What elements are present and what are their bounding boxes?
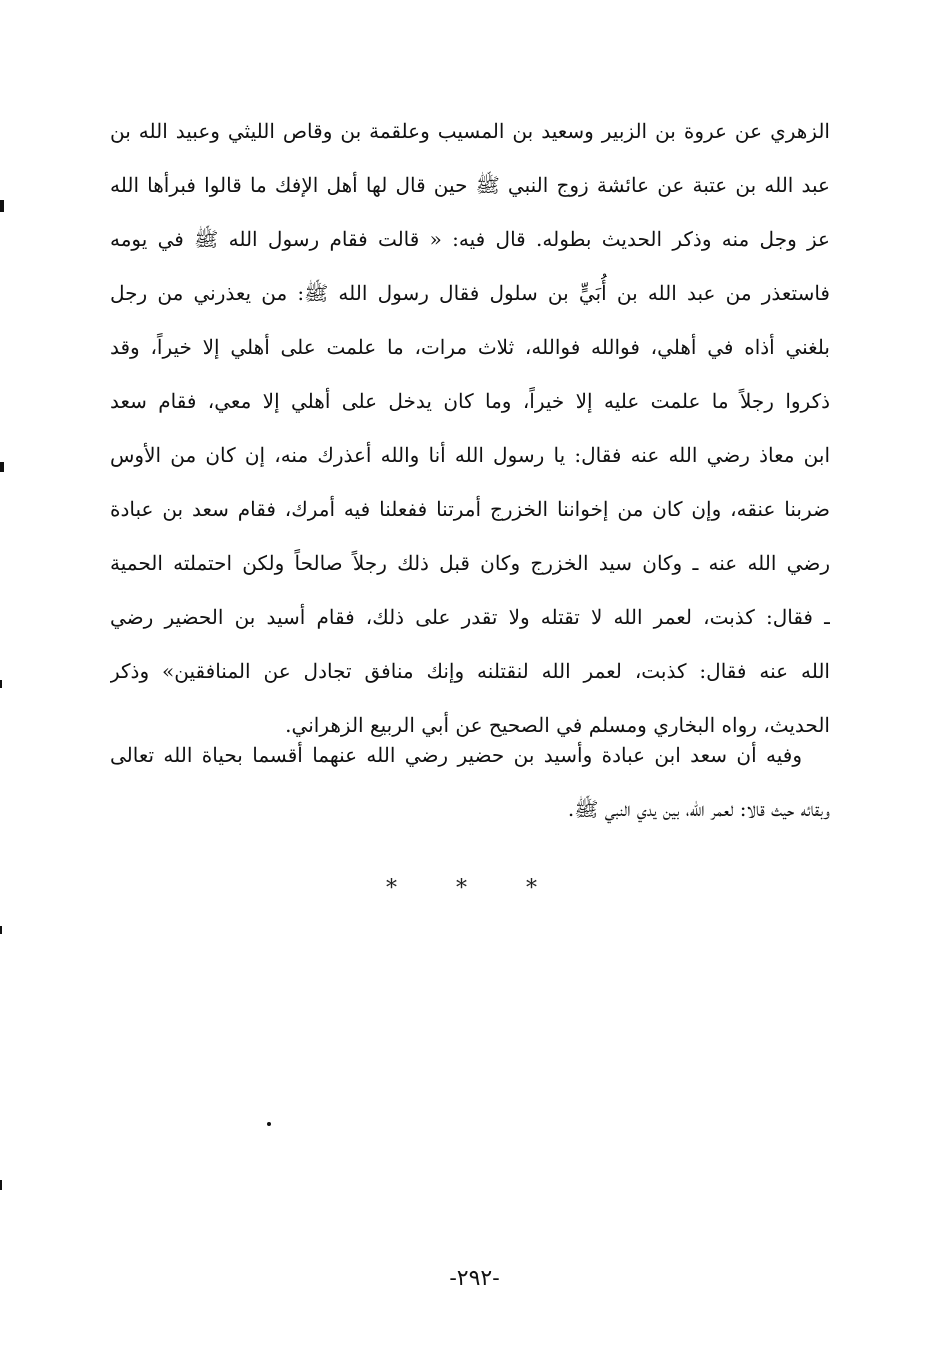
text-line: عز وجل منه وذكر الحديث بطوله. قال فيه: « قالت فقام رسول الله ﷺ في يومه [110, 227, 830, 251]
text-line: ابن معاذ رضي الله عنه فقال: يا رسول الله أنا والله أعذرك منه، إن كان من الأوس [110, 443, 830, 467]
text-line: ـ فقال: كذبت، لعمر الله لا تقتله ولا تقدر على ذلك، فقام أسيد بن الحضير رضي [110, 605, 830, 629]
text-line-last: الحديث، رواه البخاري ومسلم في الصحيح عن أبي الربيع الزهراني. [285, 713, 830, 737]
text-line: بلغني أذاه في أهلي، فوالله فوالله، ثلاث مرات، ما علمت على أهلي إلا خيراً، وقد [110, 335, 830, 359]
text-line: عبد الله بن عتبة عن عائشة زوج النبي ﷺ حين قال لها أهل الإفك ما قالوا فبرأها الله [110, 173, 830, 197]
scan-edge-mark [0, 926, 2, 934]
text-line: فاستعذر من عبد الله بن أُبَيٍّ بن سلول فقال رسول الله ﷺ: من يعذرني من رجل [110, 281, 830, 305]
paragraph-2 [110, 728, 830, 836]
text-line: الله عنه فقال: كذبت، لعمر الله لنقتلنه وإنك منافق تجادل عن المنافقين» وذكر [110, 659, 830, 683]
scan-edge-mark [0, 200, 4, 212]
text-line: ضربنا عنقه، وإن كان من إخواننا الخزرج أمرتنا ففعلنا فيه أمرك، فقام سعد بن عبادة [110, 497, 830, 521]
text-line: رضي الله عنه ـ وكان سيد الخزرج وكان قبل ذلك رجلاً صالحاً ولكن احتملته الحمية [110, 551, 830, 575]
page-number: -٢٩٢- [449, 1266, 500, 1291]
text-line-last: وبقائه حيث قالا: لعمر الله، بين يدي النبي ﷺ. [567, 797, 830, 821]
paragraph-1 [110, 104, 830, 752]
scan-edge-mark [0, 462, 4, 472]
text-line: ذكروا رجلاً ما علمت عليه إلا خيراً، وما كان يدخل على أهلي إلا معي، فقام سعد [110, 389, 830, 413]
scan-edge-mark [0, 680, 2, 688]
text-line: وفيه أن سعد ابن عبادة وأسيد بن حضير رضي الله عنهما أقسما بحياة الله تعالى [110, 743, 802, 767]
scan-edge-mark [0, 1180, 2, 1190]
scan-speck [267, 1122, 271, 1126]
text-line: الزهري عن عروة بن الزبير وسعيد بن المسيب وعلقمة بن وقاص الليثي وعبيد الله بن [110, 119, 830, 143]
section-separator: * * * [386, 876, 563, 901]
